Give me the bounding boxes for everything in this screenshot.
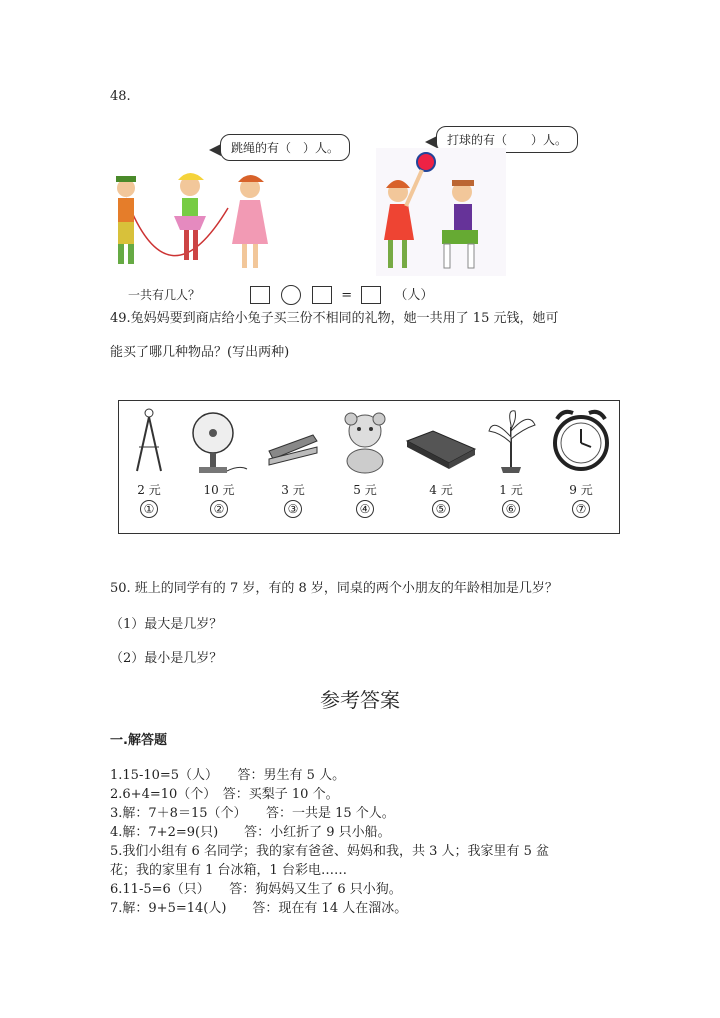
answer-line: 5.我们小组有 6 名同学；我的家有爸爸、妈妈和我，共 3 人；我家里有 5 盆 — [110, 844, 550, 859]
item-6-price: 1 元 — [499, 483, 523, 497]
answer-line: 3.解：7＋8＝15（个） 答：一共是 15 个人。 — [110, 806, 395, 821]
answer-line: 7.解：9+5=14(人) 答：现在有 14 人在溜冰。 — [110, 901, 408, 916]
equals-sign: = — [341, 288, 353, 303]
answer-line: 6.11-5=6（只） 答：狗妈妈又生了 6 只小狗。 — [110, 882, 402, 897]
item-2 — [189, 407, 249, 518]
answer-line: 花；我的家里有 1 台冰箱，1 台彩电…… — [110, 863, 347, 878]
answer-box-3[interactable] — [361, 286, 381, 304]
ball-players-image — [376, 148, 506, 276]
unit-label: （人） — [394, 288, 434, 303]
item-6-index: ⑥ — [502, 500, 520, 518]
answer-box-1[interactable] — [250, 286, 270, 304]
item-6 — [481, 407, 541, 518]
alarm-clock-icon — [551, 405, 611, 477]
question-50-line1: 50. 班上的同学有的 7 岁，有的 8 岁，同桌的两个小朋友的年龄相加是几岁？ — [110, 581, 558, 596]
answers-list — [110, 766, 549, 918]
answer-line: 1.15-10=5（人） 答：男生有 5 人。 — [110, 768, 346, 783]
question-49-line2: 能买了哪几种物品？(写出两种) — [110, 345, 290, 360]
item-1 — [119, 407, 179, 518]
answer-line: 4.解：7+2=9(只) 答：小红折了 9 只小船。 — [110, 825, 391, 840]
compass-icon — [129, 407, 169, 477]
pencil-case-icon — [403, 407, 479, 477]
item-2-price: 10 元 — [203, 483, 235, 497]
question-49-line1: 49.兔妈妈要到商店给小兔子买三份不相同的礼物，她一共用了 15 元钱，她可 — [110, 311, 559, 326]
item-2-index: ② — [210, 500, 228, 518]
item-1-index: ① — [140, 500, 158, 518]
question-number-48: 48. — [110, 89, 131, 104]
stapler-icon — [263, 407, 323, 477]
item-7-index: ⑦ — [572, 500, 590, 518]
item-3-price: 3 元 — [281, 483, 305, 497]
item-7-price: 9 元 — [569, 483, 593, 497]
item-3 — [263, 407, 323, 518]
item-5 — [401, 407, 481, 518]
item-4-index: ④ — [356, 500, 374, 518]
plant-icon — [483, 407, 539, 477]
answer-box-2[interactable] — [312, 286, 332, 304]
operator-circle[interactable] — [281, 285, 301, 305]
speech-bubble-right: 打球的有（ ）人。 — [436, 126, 578, 153]
item-4-price: 5 元 — [353, 483, 377, 497]
item-4 — [335, 407, 395, 518]
jump-rope-kids-image — [108, 168, 278, 276]
equation-row — [250, 284, 433, 305]
items-panel — [118, 400, 620, 534]
answers-title: 参考答案 — [320, 688, 400, 712]
item-1-price: 2 元 — [137, 483, 161, 497]
item-5-price: 4 元 — [429, 483, 453, 497]
total-question-label: 一共有几人？ — [128, 288, 201, 302]
answer-line: 2.6+4=10（个） 答：买梨子 10 个。 — [110, 787, 339, 802]
illustration-48 — [108, 128, 568, 276]
item-5-index: ⑤ — [432, 500, 450, 518]
teddy-bear-icon — [337, 407, 393, 477]
item-3-index: ③ — [284, 500, 302, 518]
answers-section-heading: 一.解答题 — [110, 733, 167, 748]
item-7 — [549, 405, 613, 518]
question-50-sub1: （1）最大是几岁？ — [110, 617, 223, 632]
question-50-sub2: （2）最小是几岁？ — [110, 651, 223, 666]
fan-icon — [189, 407, 249, 477]
speech-bubble-left: 跳绳的有（ ）人。 — [220, 134, 350, 161]
